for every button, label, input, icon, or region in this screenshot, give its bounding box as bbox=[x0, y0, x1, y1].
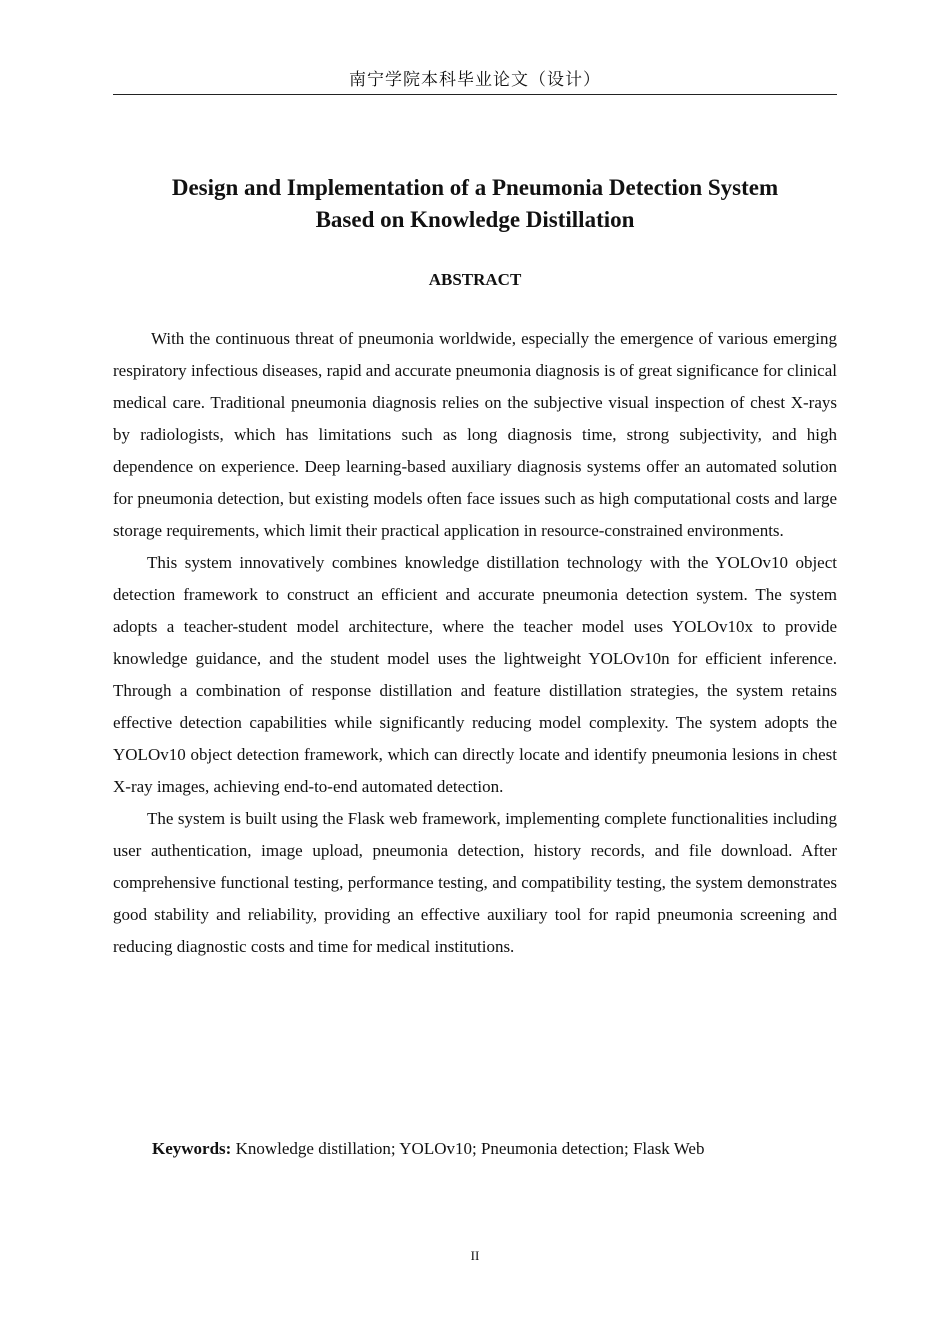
keywords-value: Knowledge distillation; YOLOv10; Pneumonia detection; Flask Web bbox=[231, 1139, 705, 1158]
keywords-line bbox=[152, 1134, 837, 1164]
abstract-paragraph-3: The system is built using the Flask web framework, implementing complete functionalities including user authentication, image upload, pneumonia detection, history records, and file download. After comprehensive functional testing, performance testing, and compatibility testing, the system demonstrates good stability and reliability, providing an effective auxiliary tool for rapid pneumonia screening and reducing diagnostic costs and time for medical institutions. bbox=[113, 809, 837, 956]
abstract-heading: ABSTRACT bbox=[428, 270, 522, 289]
keywords-label: Keywords: bbox=[152, 1139, 232, 1158]
thesis-title-line-1: Design and Implementation of a Pneumonia Detection System bbox=[171, 175, 779, 200]
page-header: 南宁学院本科毕业论文（设计） bbox=[113, 66, 837, 95]
page-number: II bbox=[470, 1248, 480, 1263]
thesis-title bbox=[113, 172, 837, 236]
abstract-paragraph-1: With the continuous threat of pneumonia worldwide, especially the emergence of various emerging respiratory infectious diseases, rapid and accurate pneumonia diagnosis is of great significance for clinical medical care. Traditional pneumonia diagnosis relies on the subjective visual inspection of chest X-rays by radiologists, which has limitations such as long diagnosis time, strong subjectivity, and high dependence on experience. Deep learning-based auxiliary diagnosis systems offer an automated solution for pneumonia detection, but existing models often face issues such as high computational costs and large storage requirements, which limit their practical application in resource-constrained environments. bbox=[113, 329, 837, 540]
abstract-paragraph-2: This system innovatively combines knowledge distillation technology with the YOLOv10 object detection framework to construct an efficient and accurate pneumonia detection system. The system adopts a teacher-student model architecture, where the teacher model uses YOLOv10x to provide knowledge guidance, and the student model uses the lightweight YOLOv10n for efficient inference. Through a combination of response distillation and feature distillation strategies, the system retains effective detection capabilities while significantly reducing model complexity. The system adopts the YOLOv10 object detection framework, which can directly locate and identify pneumonia lesions in chest X-ray images, achieving end-to-end automated detection. bbox=[113, 553, 837, 796]
abstract-body bbox=[113, 323, 837, 963]
thesis-title-line-2: Based on Knowledge Distillation bbox=[315, 207, 635, 232]
